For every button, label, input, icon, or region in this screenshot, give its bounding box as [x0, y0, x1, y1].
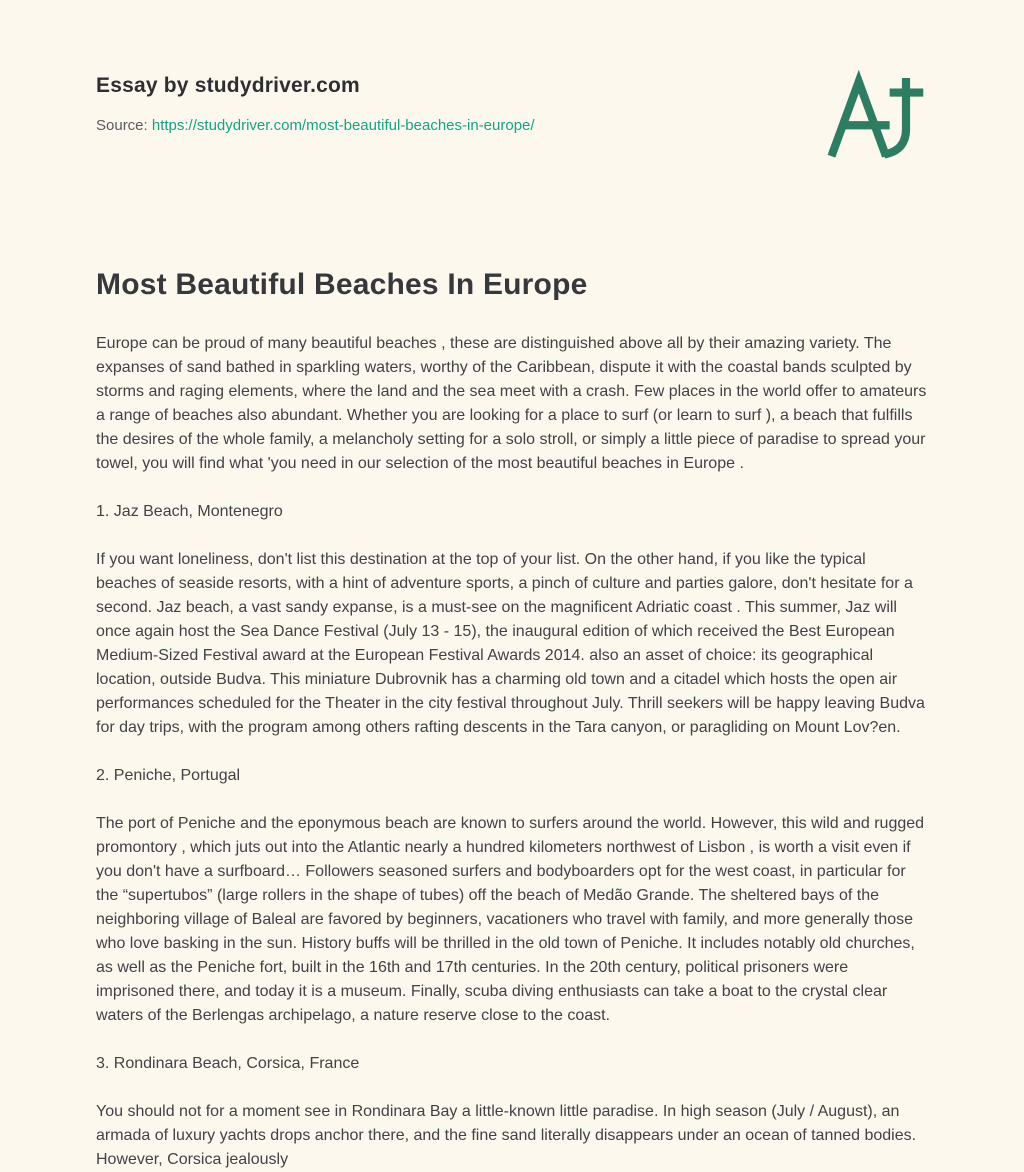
- essay-title: Most Beautiful Beaches In Europe: [96, 268, 588, 301]
- studydriver-logo: [826, 70, 926, 166]
- source-label: Source:: [96, 117, 152, 134]
- paragraph-section-1: If you want loneliness, don't list this destination at the top of your list. On the other hand, if you like the typical beaches of seaside resorts, with a hint of adventure sports, a pinch of culture and parties galore, don't hesitate for a second. Jaz beach, a vast sandy expanse, is a must-see on the magnificent Adriatic coast . This summer, Jaz will once again host the Sea Dance Festival (July 13 - 15), the inaugural edition of which received the Best European Medium-Sized Festival award at the European Festival Awards 2014. also an asset of choice: its geographical location, outside Budva. This miniature Dubrovnik has a charming old town and a citadel which hosts the open air performances scheduled for the Theater in the city festival throughout July. Thrill seekers will be happy leaving Budva for day trips, with the program among others rafting descents in the Tara canyon, or paragliding on Mount Lov?en.: [96, 551, 925, 736]
- section-heading-2: 2. Peniche, Portugal: [96, 767, 241, 784]
- essay-byline: Essay by studydriver.com: [96, 74, 360, 97]
- source-line: [96, 117, 535, 134]
- paragraph-intro: Europe can be proud of many beautiful beaches , these are distinguished above all by their amazing variety. The expanses of sand bathed in sparkling waters, worthy of the Caribbean, dispute it with the coastal bands sculpted by storms and raging elements, where the land and the sea meet with a crash. Few places in the world offer to amateurs a range of beaches also abundant. Whether you are looking for a place to surf (or learn to surf ), a beach that fulfills the desires of the whole family, a melancholy setting for a solo stroll, or simply a little piece of paradise to spread your towel, you will find what 'you need in our selection of the most beautiful beaches in Europe .: [96, 335, 927, 472]
- page-header: [96, 74, 928, 166]
- section-heading-3: 3. Rondinara Beach, Corsica, France: [96, 1055, 360, 1072]
- source-url-link[interactable]: https://studydriver.com/most-beautiful-beaches-in-europe/: [151, 117, 535, 134]
- section-heading-1: 1. Jaz Beach, Montenegro: [96, 503, 283, 520]
- paragraph-section-2: The port of Peniche and the eponymous beach are known to surfers around the world. However, this wild and rugged promontory , which juts out into the Atlantic nearly a hundred kilometers northwest of Lisbon , is worth a visit even if you don't have a surfboard… Followers seasoned surfers and bodyboarders opt for the west coast, in particular for the “supertubos” (large rollers in the shape of tubes) off the beach of Medão Grande. The sheltered bays of the neighboring village of Baleal are favored by beginners, vacationers who travel with family, and more generally those who love basking in the sun. History buffs will be thrilled in the old town of Peniche. It includes notably old churches, as well as the Peniche fort, built in the 16th and 17th centuries. In the 20th century, political prisoners were imprisoned there, and today it is a museum. Finally, scuba diving enthusiasts can take a boat to the crystal clear waters of the Berlengas archipelago, a nature reserve close to the coast.: [96, 815, 925, 1024]
- paragraph-section-3: You should not for a moment see in Rondinara Bay a little-known little paradise. In high season (July / August), an armada of luxury yachts drops anchor there, and the fine sand literally disappears under an ocean of tanned bodies. However, Corsica jealously: [96, 1103, 917, 1168]
- essay-body: [96, 332, 928, 1172]
- header-text-block: [96, 74, 535, 134]
